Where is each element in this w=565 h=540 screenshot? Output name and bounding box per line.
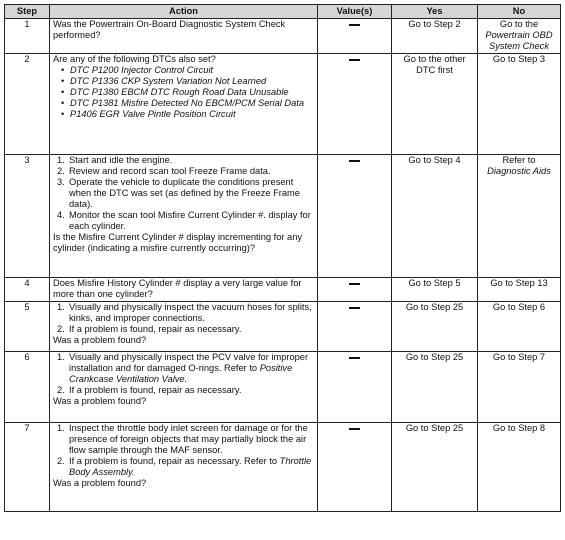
procedure-list xyxy=(53,155,314,232)
value-cell xyxy=(318,278,392,302)
yes-cell xyxy=(392,302,478,352)
no-text: Go to Step 13 xyxy=(490,278,548,288)
no-cell xyxy=(478,423,561,512)
value-cell xyxy=(318,54,392,155)
table-row xyxy=(5,423,561,512)
yes-text: Go to the other DTC first xyxy=(403,54,466,75)
yes-cell xyxy=(392,278,478,302)
action-cell xyxy=(50,54,318,155)
dash-mark xyxy=(349,283,360,285)
value-cell xyxy=(318,302,392,352)
bullet-icon: • xyxy=(61,65,65,75)
action-question: Was a problem found? xyxy=(53,478,147,488)
list-item: 1. Inspect the throttle body inlet screen for damage or for the presence of foreign objects that may partially block the air flow sample through the MAF sensor. xyxy=(57,423,308,455)
no-text: Go to Step 3 xyxy=(492,54,546,64)
yes-cell xyxy=(392,352,478,423)
table-row xyxy=(5,352,561,423)
step-number: 1 xyxy=(5,19,50,54)
yes-text: Go to Step 4 xyxy=(408,155,461,165)
table-row xyxy=(5,54,561,155)
no-cell xyxy=(478,155,561,278)
action-cell xyxy=(50,302,318,352)
action-question: Was a problem found? xyxy=(53,396,147,406)
dash-mark xyxy=(349,59,360,61)
procedure-list xyxy=(53,302,314,335)
list-item: • DTC P1381 Misfire Detected No EBCM/PCM Serial Data xyxy=(61,98,305,108)
no-cell xyxy=(478,54,561,155)
no-cell xyxy=(478,278,561,302)
list-item: • DTC P1200 Injector Control Circuit xyxy=(61,65,214,75)
header-no: No xyxy=(478,5,561,19)
list-item: • DTC P1380 EBCM DTC Rough Road Data Unusable xyxy=(61,87,289,97)
no-cell xyxy=(478,352,561,423)
header-values: Value(s) xyxy=(318,5,392,19)
yes-cell xyxy=(392,19,478,54)
list-item: 1. Start and idle the engine. xyxy=(57,155,173,165)
list-item: 1. Visually and physically inspect the vacuum hoses for splits, kinks, and improper connections. xyxy=(57,302,312,323)
list-item: • DTC P1336 CKP System Variation Not Learned xyxy=(61,76,267,86)
list-item: 3. Operate the vehicle to duplicate the conditions present when the DTC was set (as defined by the Freeze Frame data). xyxy=(57,177,300,209)
action-cell xyxy=(50,155,318,278)
reference-link[interactable]: Positive Crankcase Ventilation Valve. xyxy=(69,363,293,384)
dash-mark xyxy=(349,307,360,309)
dash-mark xyxy=(349,160,360,162)
step-number: 3 xyxy=(5,155,50,278)
no-text: Go to Step 6 xyxy=(492,302,546,312)
value-cell xyxy=(318,423,392,512)
list-item: 1. Visually and physically inspect the PCV valve for improper installation and for damaged O-rings. Refer to Positive Crankcase Ventilation Valve. xyxy=(57,352,309,384)
list-item: 2. If a problem is found, repair as necessary. xyxy=(57,324,242,334)
header-yes: Yes xyxy=(392,5,478,19)
table-row xyxy=(5,302,561,352)
action-question: Was a problem found? xyxy=(53,335,147,345)
value-cell xyxy=(318,155,392,278)
table-header-row xyxy=(5,5,561,19)
yes-text: Go to Step 25 xyxy=(405,302,464,312)
list-item: 4. Monitor the scan tool Misfire Current Cylinder #. display for each cylinder. xyxy=(57,210,311,231)
no-cell xyxy=(478,302,561,352)
no-text: Go to Step 7 xyxy=(492,352,546,362)
step-number: 7 xyxy=(5,423,50,512)
yes-text: Go to Step 2 xyxy=(408,19,461,29)
bullet-icon: • xyxy=(61,87,65,97)
no-link[interactable]: Powertrain OBD System Check xyxy=(485,30,553,51)
action-text: Does Misfire History Cylinder # display a very large value for more than one cylinder? xyxy=(53,278,302,299)
dash-mark xyxy=(349,357,360,359)
diagnostic-table xyxy=(4,4,561,512)
table-row xyxy=(5,155,561,278)
header-action: Action xyxy=(50,5,318,19)
dash-mark xyxy=(349,428,360,430)
no-text: Go to Step 8 xyxy=(492,423,546,433)
action-cell xyxy=(50,423,318,512)
action-cell xyxy=(50,352,318,423)
value-cell xyxy=(318,352,392,423)
dtc-list xyxy=(53,65,314,120)
list-item: 2. If a problem is found, repair as necessary. xyxy=(57,385,242,395)
no-text: Refer to xyxy=(502,155,536,165)
bullet-icon: • xyxy=(61,109,65,119)
table-row xyxy=(5,278,561,302)
step-number: 5 xyxy=(5,302,50,352)
bullet-icon: • xyxy=(61,76,65,86)
header-step: Step xyxy=(5,5,50,19)
yes-cell xyxy=(392,423,478,512)
no-cell xyxy=(478,19,561,54)
action-cell xyxy=(50,19,318,54)
table-row xyxy=(5,19,561,54)
yes-text: Go to Step 25 xyxy=(405,423,464,433)
step-number: 6 xyxy=(5,352,50,423)
action-question: Is the Misfire Current Cylinder # display incrementing for any cylinder (indicating a misfire currently occurring)? xyxy=(53,232,303,253)
list-item: 2. If a problem is found, repair as necessary. Refer to Throttle Body Assembly. xyxy=(57,456,312,477)
reference-link[interactable]: Throttle Body Assembly. xyxy=(69,456,312,477)
yes-cell xyxy=(392,54,478,155)
step-number: 4 xyxy=(5,278,50,302)
yes-text: Go to Step 25 xyxy=(405,352,464,362)
list-item: 2. Review and record scan tool Freeze Frame data. xyxy=(57,166,271,176)
no-link[interactable]: Diagnostic Aids xyxy=(487,166,551,176)
step-number: 2 xyxy=(5,54,50,155)
yes-cell xyxy=(392,155,478,278)
no-text: Go to the xyxy=(499,19,539,29)
list-item: • P1406 EGR Valve Pintle Position Circuit xyxy=(61,109,236,119)
value-cell xyxy=(318,19,392,54)
action-cell xyxy=(50,278,318,302)
dash-mark xyxy=(349,24,360,26)
bullet-icon: • xyxy=(61,98,65,108)
procedure-list xyxy=(53,423,314,478)
action-text: Was the Powertrain On-Board Diagnostic System Check performed? xyxy=(53,19,286,40)
procedure-list xyxy=(53,352,314,396)
yes-text: Go to Step 5 xyxy=(408,278,461,288)
action-question: Are any of the following DTCs also set? xyxy=(53,54,216,64)
